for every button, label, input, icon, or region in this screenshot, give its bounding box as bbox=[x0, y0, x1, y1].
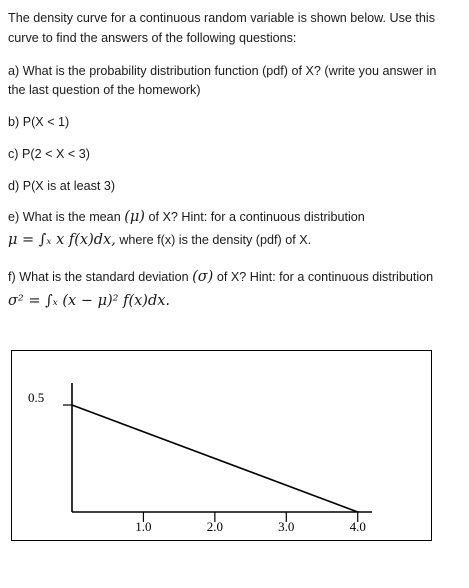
question-f-suffix: of X? Hint: for a continuous distribution bbox=[216, 270, 434, 284]
question-e-suffix: of X? Hint: for a continuous distribution bbox=[148, 210, 365, 224]
x-tick-label: 4.0 bbox=[349, 519, 366, 534]
question-f-line-1 bbox=[8, 268, 433, 287]
question-f-line-2 bbox=[8, 292, 170, 311]
x-tick-label: 3.0 bbox=[278, 519, 295, 534]
sd-symbol: (σ) bbox=[192, 269, 214, 285]
question-e-line-1 bbox=[8, 208, 365, 227]
mean-formula: μ = ∫ₓ x f(x)dx, bbox=[8, 232, 116, 248]
question-a-line-1: a) What is the probability distribution function (pdf) of X? (write you answer in bbox=[8, 64, 437, 78]
density-line bbox=[72, 405, 358, 512]
question-e-prefix: e) What is the mean bbox=[8, 210, 121, 224]
question-e-line-2 bbox=[8, 231, 311, 250]
question-c: c) P(2 < X < 3) bbox=[8, 147, 90, 161]
question-e-note: where f(x) is the density (pdf) of X. bbox=[119, 233, 312, 247]
y-tick-label: 0.5 bbox=[28, 390, 45, 405]
intro-line-1: The density curve for a continuous random variable is shown below. Use this bbox=[8, 11, 436, 25]
density-chart bbox=[11, 350, 432, 541]
x-tick-label: 2.0 bbox=[206, 519, 223, 534]
variance-formula: σ² = ∫ₓ (x − μ)² f(x)dx. bbox=[8, 293, 171, 309]
intro-line-2: curve to find the answers of the following questions: bbox=[8, 31, 297, 45]
question-b: b) P(X < 1) bbox=[8, 115, 70, 129]
density-chart-svg bbox=[12, 351, 433, 542]
question-a-line-2: the last question of the homework) bbox=[8, 83, 201, 97]
question-f-prefix: f) What is the standard deviation bbox=[8, 270, 189, 284]
mean-symbol: (μ) bbox=[124, 209, 145, 225]
x-tick-label: 1.0 bbox=[135, 519, 152, 534]
question-d: d) P(X is at least 3) bbox=[8, 179, 116, 193]
